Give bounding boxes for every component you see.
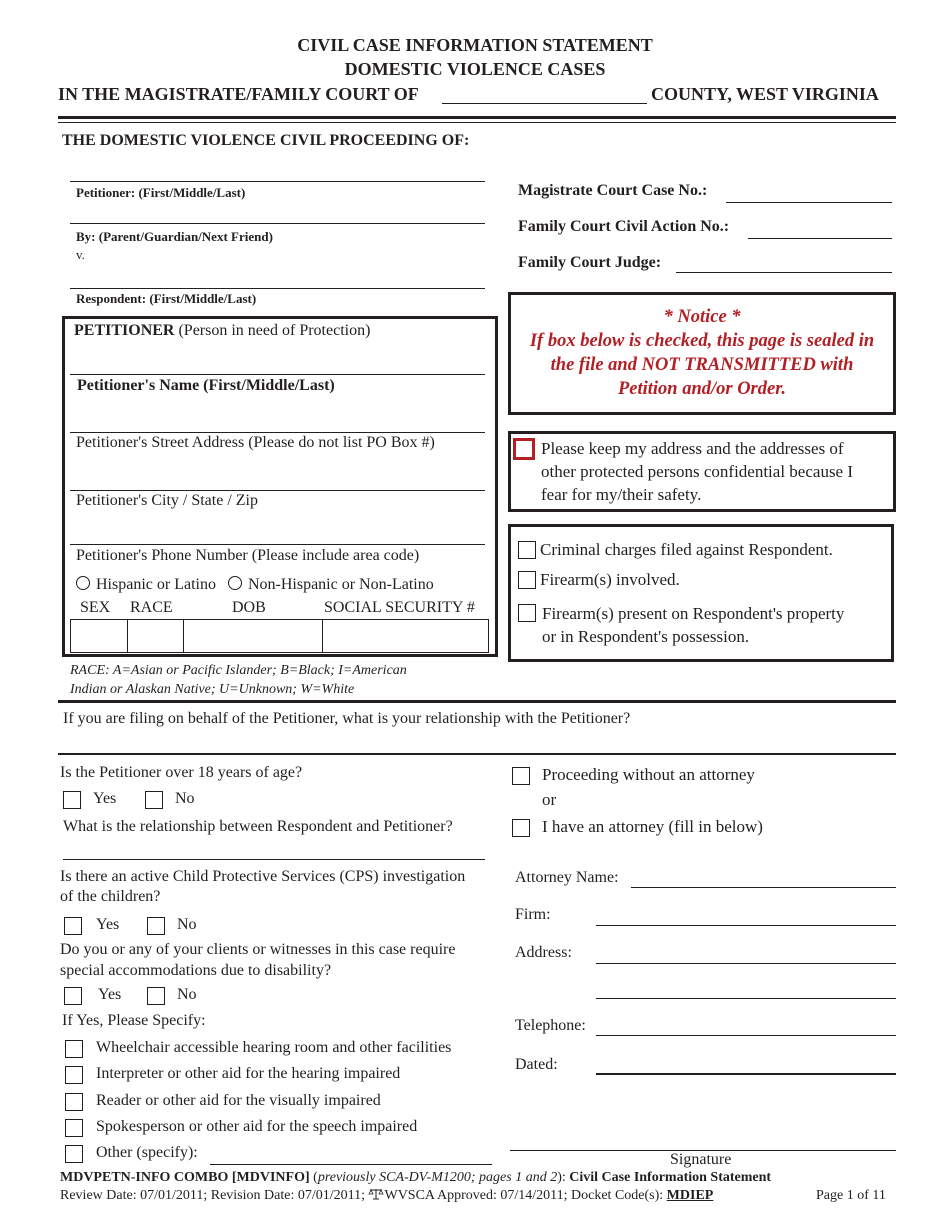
court-prefix: IN THE MAGISTRATE/FAMILY COURT OF — [58, 84, 419, 104]
confidential-line-2: other protected persons confidential because I — [541, 462, 854, 481]
dated-field[interactable] — [596, 1073, 896, 1075]
city-label: Petitioner's City / State / Zip — [76, 492, 258, 509]
street-label: Petitioner's Street Address (Please do not list PO Box #) — [76, 434, 435, 451]
notice-line-1: If box below is checked, this page is sealed in — [529, 331, 875, 351]
accommodation-question-1: Do you or any of your clients or witnesses in this case require — [60, 941, 456, 958]
firearms-label: Firearm(s) involved. — [540, 570, 680, 589]
other-specify-field[interactable] — [210, 1164, 492, 1165]
reader-checkbox[interactable] — [65, 1093, 83, 1111]
spokesperson-label: Spokesperson or other aid for the speech impaired — [96, 1118, 418, 1135]
firearms-checkbox[interactable] — [518, 571, 536, 589]
accommodation-yes-label: Yes — [98, 986, 122, 1003]
col-dob: DOB — [232, 599, 266, 616]
cps-yes-label: Yes — [96, 916, 120, 933]
petitioner-box-title — [74, 322, 370, 340]
interpreter-label: Interpreter or other aid for the hearing impaired — [96, 1065, 401, 1082]
footer-code: MDVPETN-INFO COMBO [MDVINFO] — [60, 1170, 310, 1185]
col-sex: SEX — [80, 599, 111, 616]
wheelchair-checkbox[interactable] — [65, 1040, 83, 1058]
over18-yes-checkbox[interactable] — [63, 791, 81, 809]
over18-no-checkbox[interactable] — [145, 791, 163, 809]
judge-label: Family Court Judge: — [518, 254, 662, 271]
telephone-field[interactable] — [596, 1035, 896, 1036]
over18-question: Is the Petitioner over 18 years of age? — [60, 764, 303, 781]
interpreter-checkbox[interactable] — [65, 1066, 83, 1084]
firearms-present-line-1: Firearm(s) present on Respondent's property — [542, 604, 845, 623]
firearms-present-checkbox[interactable] — [518, 604, 536, 622]
firearms-present-line-2: or in Respondent's possession. — [542, 627, 750, 646]
confidential-checkbox[interactable] — [513, 438, 535, 460]
notice-title: * Notice * — [663, 307, 741, 327]
footer-title: Civil Case Information Statement — [569, 1170, 772, 1185]
non-hispanic-radio[interactable] — [228, 576, 242, 590]
wheelchair-label: Wheelchair accessible hearing room and other facilities — [96, 1039, 452, 1056]
ethnicity-row — [76, 576, 434, 594]
relationship-answer-line[interactable] — [58, 753, 896, 755]
col-race: RACE — [130, 599, 173, 616]
cps-yes-checkbox[interactable] — [64, 917, 82, 935]
with-attorney-checkbox[interactable] — [512, 819, 530, 837]
criminal-charges-checkbox[interactable] — [518, 541, 536, 559]
footer-review: Review Date: 07/01/2011; Revision Date: 07/01/2011; — [60, 1188, 369, 1203]
proceeding-heading: THE DOMESTIC VIOLENCE CIVIL PROCEEDING OF: — [62, 132, 470, 149]
form-title: CIVIL CASE INFORMATION STATEMENT — [297, 35, 653, 55]
attorney-name-field[interactable] — [631, 887, 896, 888]
over18-no-label: No — [175, 790, 195, 807]
cps-no-label: No — [177, 916, 197, 933]
header-rule-thick — [58, 116, 896, 119]
hispanic-radio[interactable] — [76, 576, 90, 590]
relationship-question: If you are filing on behalf of the Petitioner, what is your relationship with the Petitioner? — [63, 710, 631, 727]
without-attorney-checkbox[interactable] — [512, 767, 530, 785]
by-label: By: (Parent/Guardian/Next Friend) — [76, 229, 273, 244]
race-cell[interactable] — [128, 620, 184, 652]
reader-label: Reader or other aid for the visually impaired — [96, 1092, 381, 1109]
cps-no-checkbox[interactable] — [147, 917, 165, 935]
telephone-label: Telephone: — [515, 1017, 586, 1034]
family-civil-field[interactable] — [748, 238, 892, 239]
other-checkbox[interactable] — [65, 1145, 83, 1163]
versus: v. — [76, 247, 85, 262]
race-note-2: Indian or Alaskan Native; U=Unknown; W=White — [70, 682, 355, 697]
family-civil-label: Family Court Civil Action No.: — [518, 218, 730, 235]
footer-approved: WVSCA Approved: 07/14/2011; Docket Code(s): — [384, 1188, 667, 1203]
street-field[interactable] — [70, 432, 485, 433]
or-label: or — [542, 790, 557, 809]
phone-label: Petitioner's Phone Number (Please include area code) — [76, 547, 420, 564]
by-field[interactable] — [70, 223, 485, 224]
attorney-name-label: Attorney Name: — [515, 869, 619, 886]
firm-field[interactable] — [596, 925, 896, 926]
footer-open-paren: ( — [309, 1170, 318, 1185]
sex-cell[interactable] — [71, 620, 128, 652]
address-field-1[interactable] — [596, 963, 896, 964]
city-field[interactable] — [70, 490, 485, 491]
header-rule-thin — [58, 122, 896, 123]
col-ssn: SOCIAL SECURITY # — [324, 599, 475, 616]
page-number: Page 1 of 11 — [816, 1188, 886, 1203]
notice-line-3: Petition and/or Order. — [617, 379, 787, 399]
footer-close-paren: ): — [557, 1170, 570, 1185]
confidential-line-1: Please keep my address and the addresses of — [541, 439, 844, 458]
accommodation-question-2: special accommodations due to disability? — [60, 962, 332, 979]
accommodation-no-label: No — [177, 986, 197, 1003]
footer-line-2 — [60, 1188, 713, 1204]
accommodation-yes-checkbox[interactable] — [64, 987, 82, 1005]
spokesperson-checkbox[interactable] — [65, 1119, 83, 1137]
without-attorney-label: Proceeding without an attorney — [542, 765, 755, 784]
address-label: Address: — [515, 944, 572, 961]
magistrate-case-label: Magistrate Court Case No.: — [518, 182, 708, 199]
cps-question-1: Is there an active Child Protective Services (CPS) investigation — [60, 868, 466, 885]
criminal-charges-label: Criminal charges filed against Respondent. — [540, 540, 833, 559]
address-field-2[interactable] — [596, 998, 896, 999]
petitioner-title-rest: (Person in need of Protection) — [174, 322, 371, 339]
demographics-grid — [70, 619, 489, 653]
petitioner-label: Petitioner: (First/Middle/Last) — [76, 185, 246, 200]
signature-label: Signature — [670, 1151, 732, 1168]
scales-icon — [368, 1188, 384, 1200]
footer-previously: previously SCA-DV-M1200; pages 1 and 2 — [317, 1170, 558, 1185]
petitioner-name-field[interactable] — [70, 181, 485, 182]
confidential-line-3: fear for my/their safety. — [541, 485, 702, 504]
county-field[interactable] — [442, 103, 647, 104]
magistrate-case-field[interactable] — [726, 202, 892, 203]
firm-label: Firm: — [515, 906, 551, 923]
section-rule — [58, 700, 896, 703]
relationship-rp-question: What is the relationship between Respondent and Petitioner? — [63, 818, 453, 835]
relationship-rp-field[interactable] — [63, 859, 485, 860]
hispanic-label: Hispanic or Latino — [96, 576, 216, 593]
form-subtitle: DOMESTIC VIOLENCE CASES — [344, 59, 606, 79]
over18-yes-label: Yes — [93, 790, 117, 807]
petitioner-title-bold: PETITIONER — [74, 322, 175, 339]
footer-docket: MDIEP — [666, 1188, 714, 1203]
footer-line-1 — [60, 1170, 771, 1186]
specify-label: If Yes, Please Specify: — [62, 1012, 206, 1029]
with-attorney-label: I have an attorney (fill in below) — [542, 817, 763, 836]
cps-question-2: of the children? — [60, 888, 161, 905]
dated-label: Dated: — [515, 1056, 558, 1073]
judge-field[interactable] — [676, 272, 892, 273]
respondent-label: Respondent: (First/Middle/Last) — [76, 291, 257, 306]
dob-cell[interactable] — [184, 620, 323, 652]
accommodation-no-checkbox[interactable] — [147, 987, 165, 1005]
other-label: Other (specify): — [96, 1144, 198, 1161]
respondent-name-field[interactable] — [70, 288, 485, 289]
court-suffix: COUNTY, WEST VIRGINIA — [651, 84, 879, 104]
petitioner-box-name-label: Petitioner's Name (First/Middle/Last) — [77, 377, 335, 394]
ssn-cell[interactable] — [323, 620, 488, 652]
petitioner-box-name-field[interactable] — [70, 374, 485, 375]
race-note-1: RACE: A=Asian or Pacific Islander; B=Black; I=American — [70, 663, 407, 678]
non-hispanic-label: Non-Hispanic or Non-Latino — [247, 576, 434, 593]
phone-field[interactable] — [70, 544, 485, 545]
notice-line-2: the file and NOT TRANSMITTED with — [550, 355, 854, 375]
